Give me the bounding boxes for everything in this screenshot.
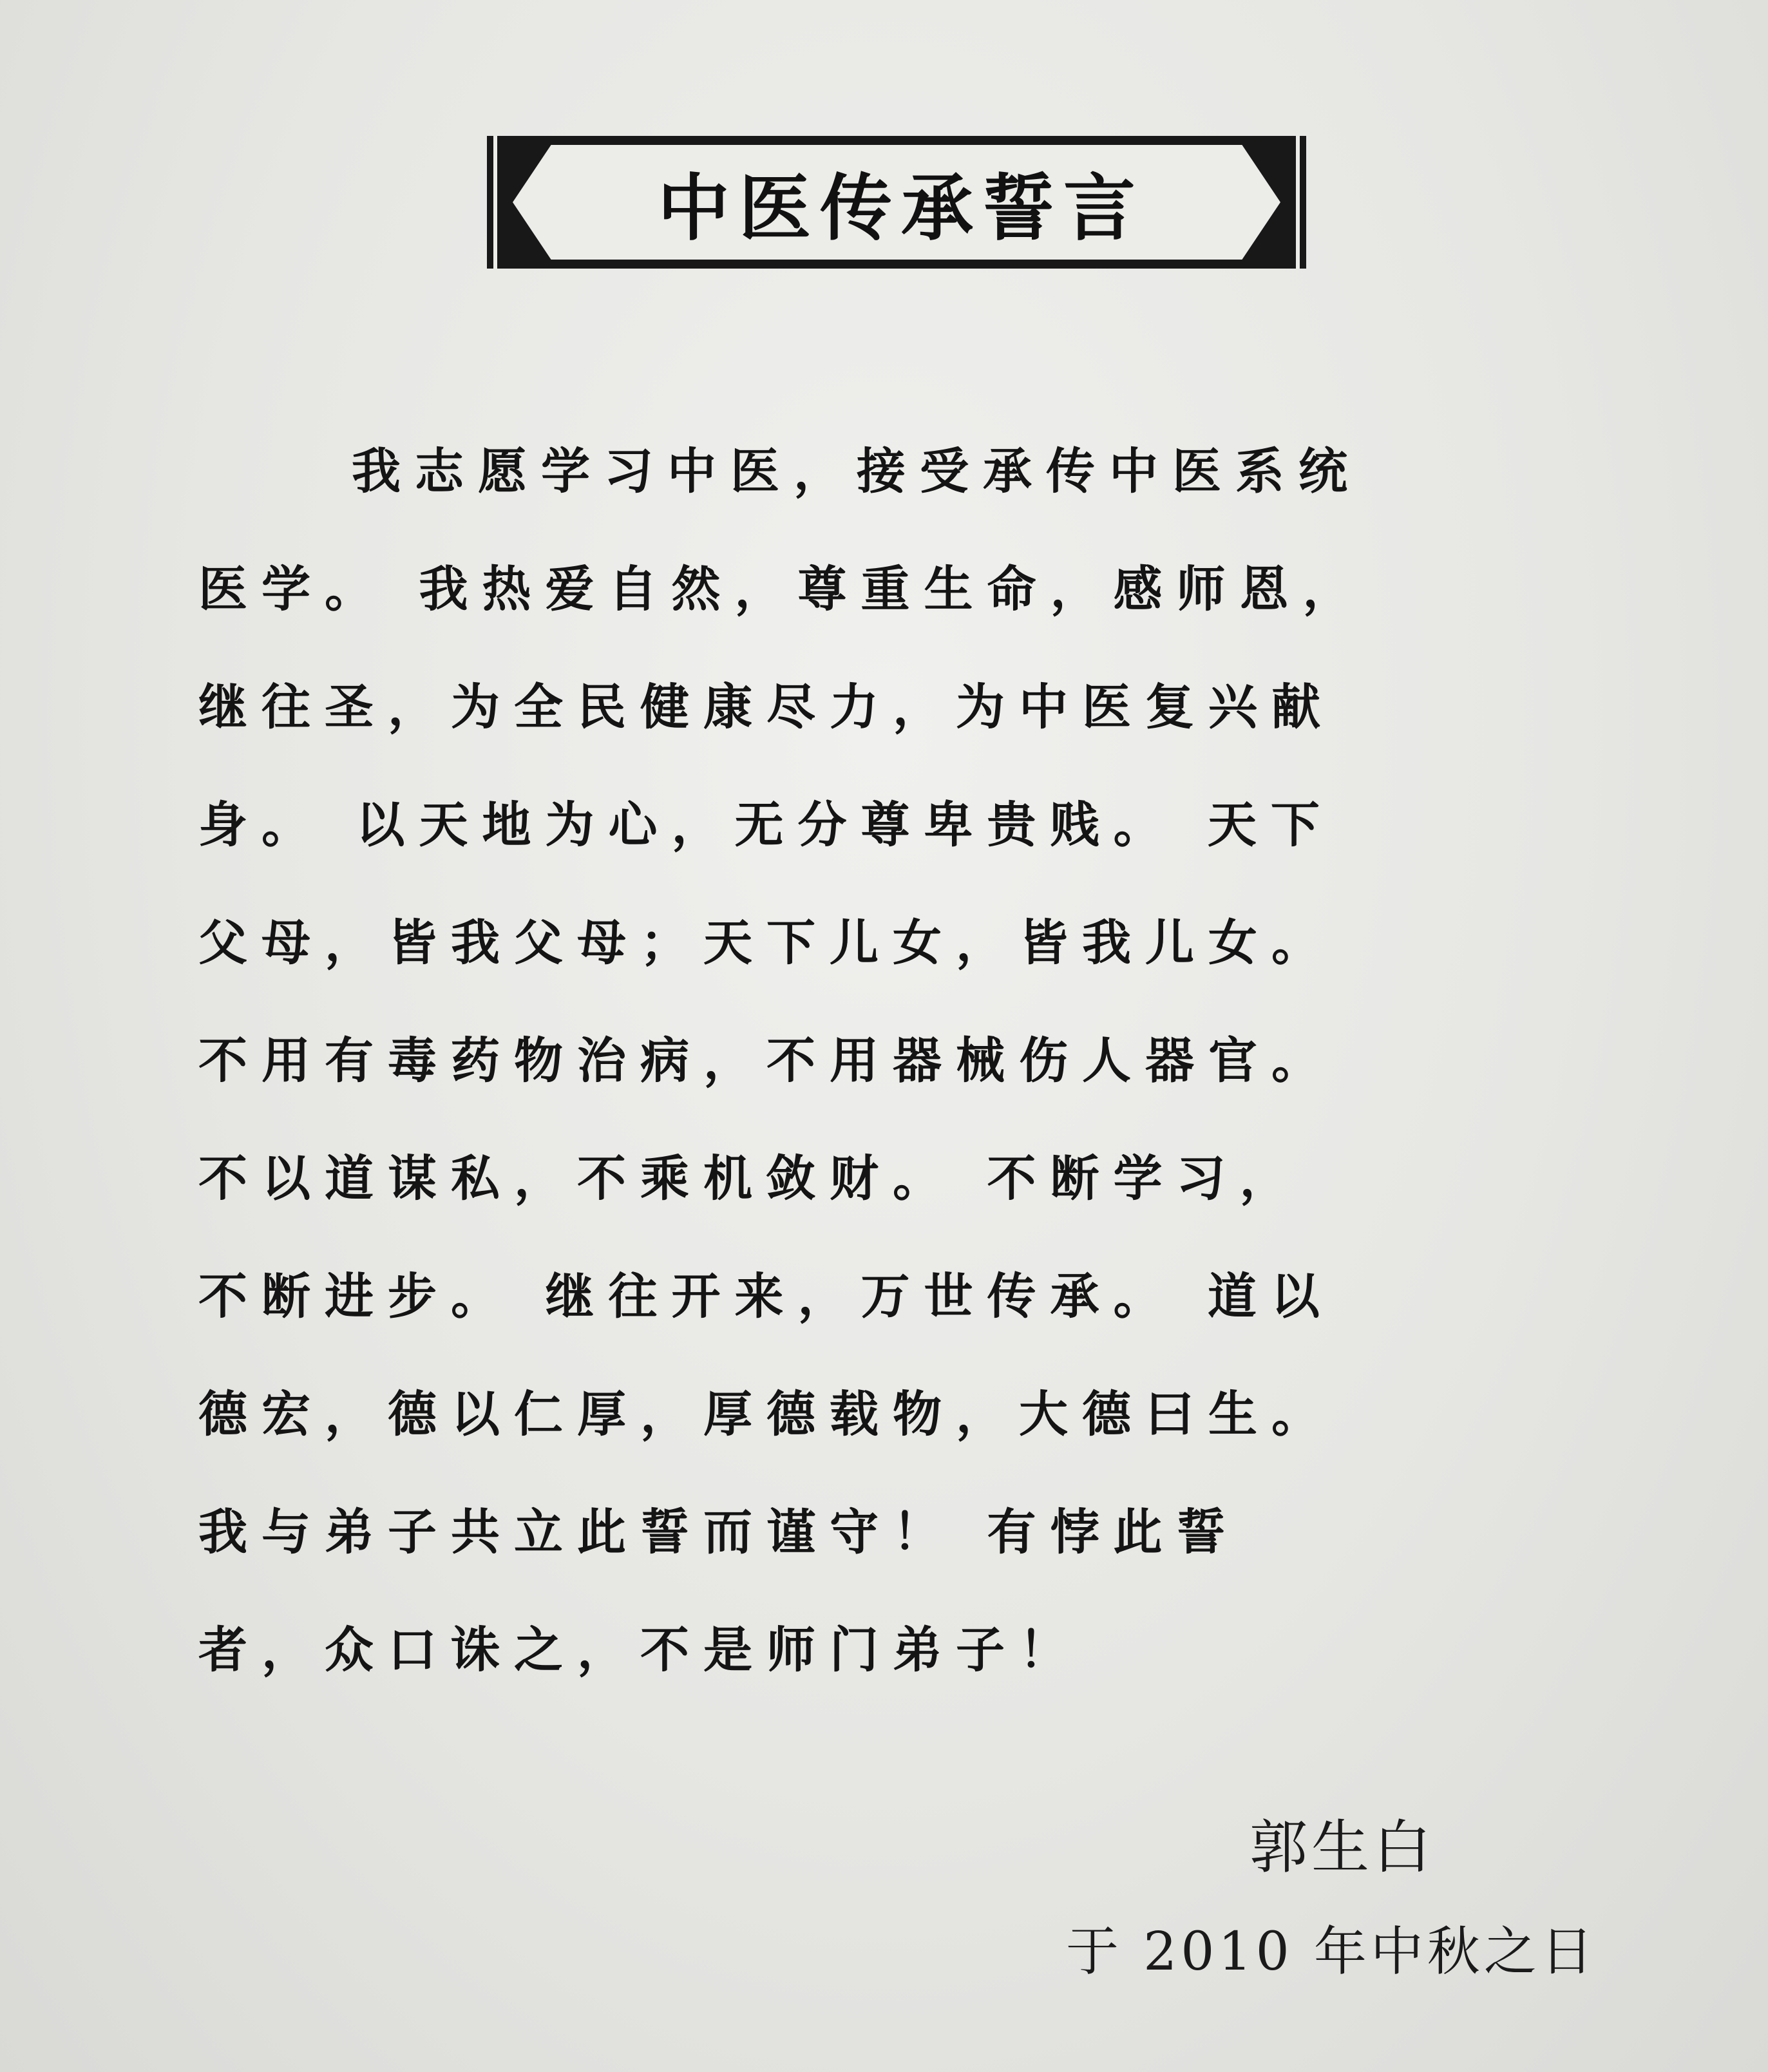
oath-line-6: 不用有毒药物治病，不用器械伤人器官。 (198, 1032, 1335, 1089)
signature-date: 于 2010 年中秋之日 (1066, 1921, 1597, 1982)
oath-line-9: 德宏，德以仁厚，厚德载物，大德曰生。 (198, 1385, 1335, 1443)
signature-name: 郭生白 (1250, 1814, 1435, 1881)
title-text: 中医传承誓言 (658, 166, 1145, 251)
oath-line-4: 身。 以天地为心，无分尊卑贵贱。 天下 (198, 796, 1334, 853)
oath-line-1: 我志愿学习中医，接受承传中医系统 (352, 442, 1362, 500)
oath-line-10: 我与弟子共立此誓而谨守！ 有悖此誓 (198, 1503, 1240, 1561)
oath-line-3: 继往圣，为全民健康尽力，为中医复兴献 (198, 678, 1335, 736)
oath-line-8: 不断进步。 继往开来，万世传承。 道以 (198, 1268, 1334, 1325)
oath-text (198, 412, 1602, 1709)
title-banner (487, 136, 1306, 269)
oath-line-11: 者，众口诛之，不是师门弟子！ (198, 1621, 1082, 1678)
page-title (487, 136, 1306, 269)
oath-line-7: 不以道谋私，不乘机敛财。 不断学习， (198, 1150, 1303, 1207)
oath-line-2: 医学。 我热爱自然，尊重生命，感师恩， (198, 560, 1366, 618)
oath-line-5: 父母，皆我父母；天下儿女，皆我儿女。 (198, 914, 1335, 971)
